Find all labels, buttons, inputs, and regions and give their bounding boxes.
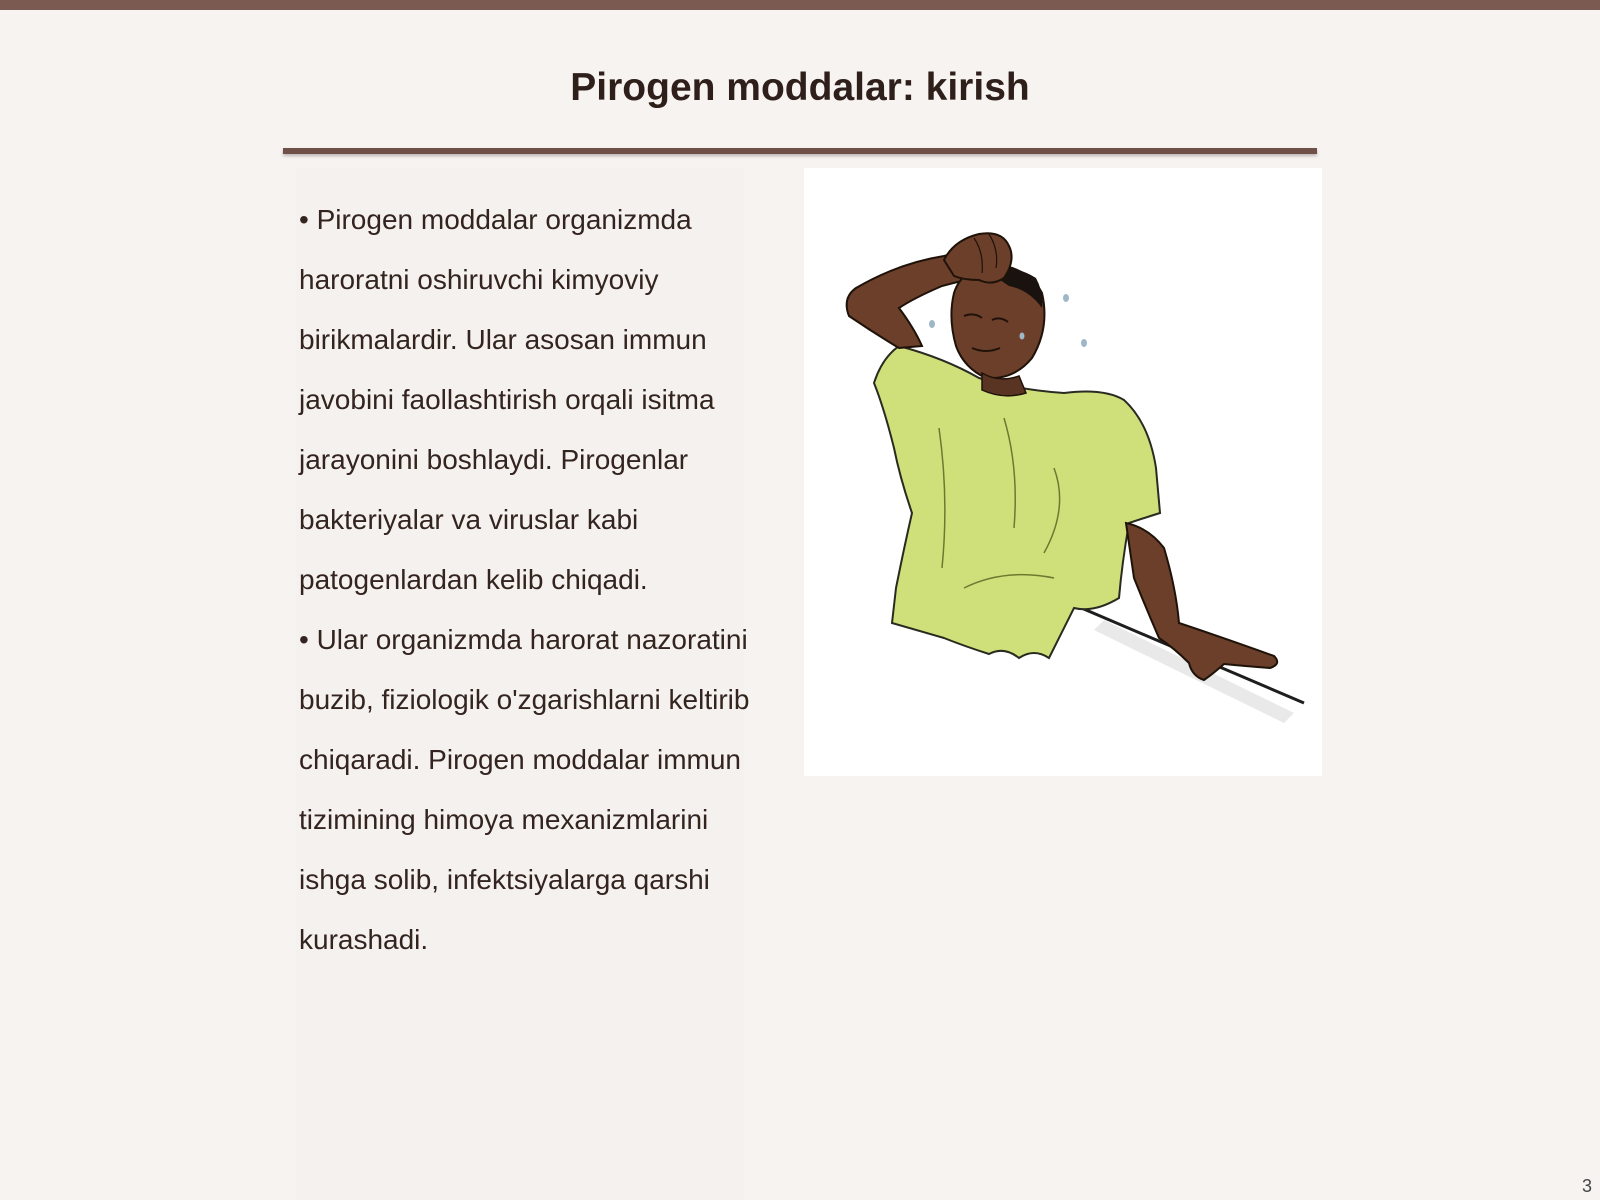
- feverish-man-illustration: [804, 168, 1322, 776]
- page-number: 3: [1581, 1176, 1592, 1196]
- sweat-drop: [1081, 339, 1087, 347]
- sweat-drop: [1020, 333, 1025, 340]
- sweat-drop: [929, 320, 935, 328]
- illustration-frame: [804, 168, 1322, 776]
- hand: [944, 233, 1012, 282]
- bullet-paragraph: • Ular organizmda harorat nazoratini buzib, fiziologik o'zgarishlarni keltirib chiqaradi. Pirogen moddalar immun tizimining himoya mexanizmlarini ishga solib, infektsiyalarga qarshi kurashadi.: [299, 624, 750, 955]
- bullet-paragraph: • Pirogen moddalar organizmda haroratni oshiruvchi kimyoviy birikmalardir. Ular asosan immun javobini faollashtirish orqali isitma jarayonini boshlaydi. Pirogenlar bakteriyalar va viruslar kabi patogenlardan kelib chiqadi.: [299, 204, 715, 595]
- slide-title: Pirogen moddalar: kirish: [570, 66, 1030, 109]
- sweat-drop: [1063, 294, 1069, 302]
- slide-body: [299, 190, 759, 970]
- top-accent-bar: [0, 0, 1600, 10]
- title-divider: [283, 148, 1317, 154]
